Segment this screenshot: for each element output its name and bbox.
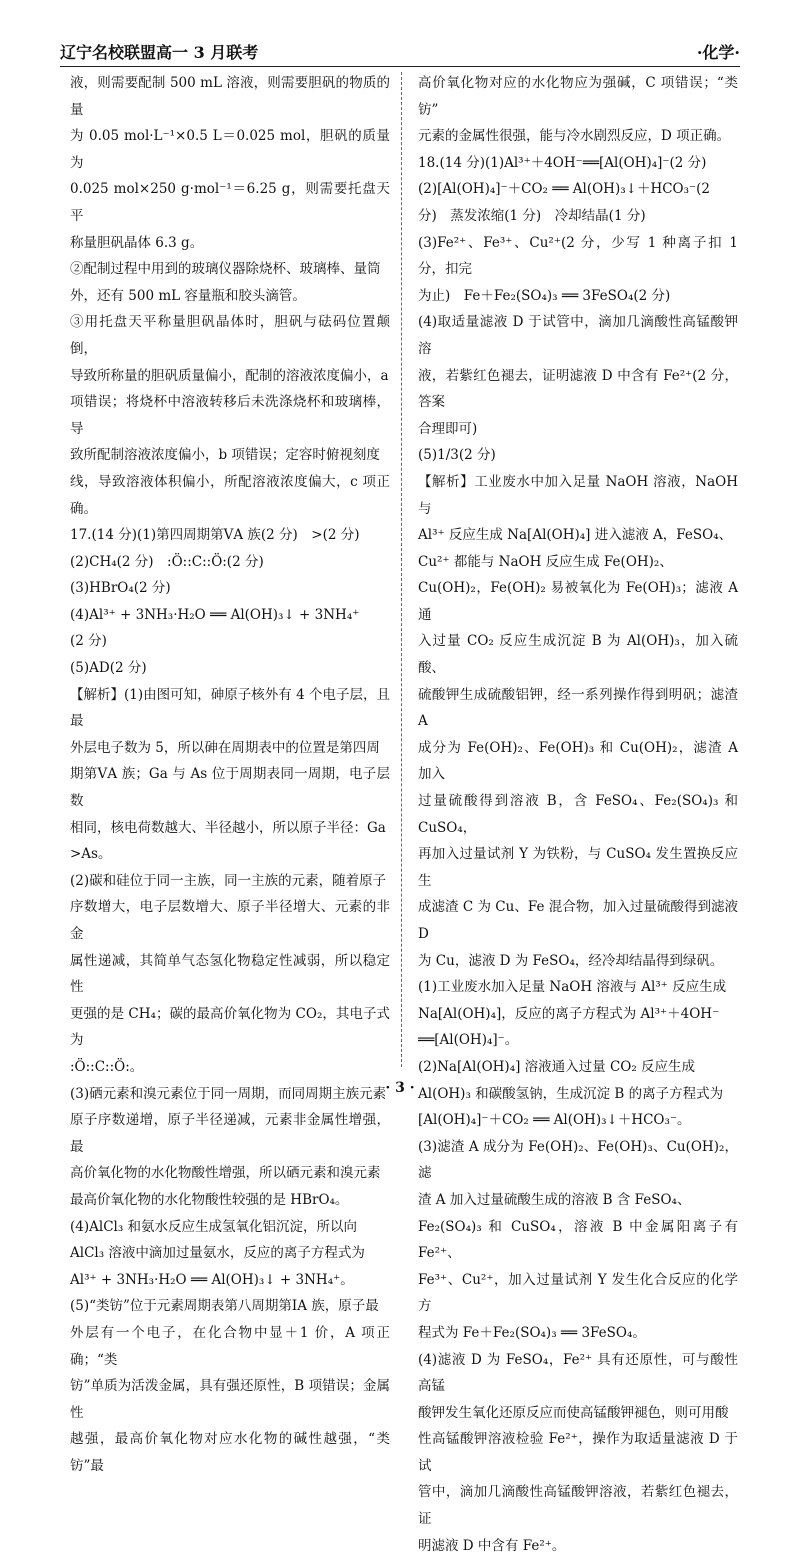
text-line: Cu²⁺ 都能与 NaOH 反应生成 Fe(OH)₂、 — [418, 553, 673, 570]
text-line: >As。 — [70, 846, 112, 863]
page-number: · 3 · — [385, 1080, 415, 1096]
text-line: (5)“类钫”位于元素周期表第八周期第ⅠA 族，原子最 — [70, 1298, 379, 1315]
page-header — [60, 36, 740, 67]
right-column — [418, 70, 738, 1559]
text-line: Cu(OH)₂，Fe(OH)₂ 易被氧化为 Fe(OH)₃；滤液 A 通 — [418, 580, 738, 623]
text-line: 管中，滴加几滴酸性高锰酸钾溶液，若紫红色褪去，证 — [418, 1484, 738, 1528]
text-line: 外，还有 500 mL 容量瓶和胶头滴管。 — [70, 287, 306, 304]
text-line: 高价氧化物的水化物酸性增强，所以硒元素和溴元素 — [70, 1165, 381, 1182]
text-line: 更强的是 CH₄；碳的最高价氧化物为 CO₂，其电子式为 — [70, 1005, 390, 1049]
text-line: 称量胆矾晶体 6.3 g。 — [70, 234, 204, 251]
text-line: 相同，核电荷数越大、半径越小，所以原子半径：Ga — [70, 819, 386, 836]
text-line: 性高锰酸钾溶液检验 Fe²⁺，操作为取适量滤液 D 于试 — [418, 1431, 738, 1474]
text-line: Al³⁺ 反应生成 Na[Al(OH)₄] 进入滤液 A，FeSO₄、 — [418, 527, 733, 544]
text-line: (4)滤液 D 为 FeSO₄，Fe²⁺ 具有还原性，可与酸性高锰 — [418, 1351, 738, 1395]
text-line: (2)碳和硅位于同一主族，同一主族的元素，随着原子 — [70, 872, 387, 889]
text-line: 渣 A 加入过量硫酸生成的溶液 B 含 FeSO₄、 — [418, 1191, 691, 1208]
text-line: (3)硒元素和溴元素位于同一周期，而同周期主族元素 — [70, 1085, 387, 1102]
text-line: 成滤渣 C 为 Cu、Fe 混合物，加入过量硫酸得到滤液 D — [418, 899, 738, 942]
question-17-heading: 17.(14 分)(1)第四周期第ⅤA 族(2 分) >(2 分) — [70, 527, 360, 544]
text-line: 外层电子数为 5，所以砷在周期表中的位置是第四周 — [70, 739, 380, 756]
text-line: 期第ⅤA 族；Ga 与 As 位于周期表同一周期，电子层数 — [70, 766, 390, 810]
text-line: 硫酸钾生成硫酸铝钾，经一系列操作得到明矾；滤渣 A — [418, 686, 738, 730]
column-divider — [401, 72, 402, 1067]
text-line: 入过量 CO₂ 反应生成沉淀 B 为 Al(OH)₃，加入硫酸、 — [418, 633, 738, 677]
text-line: (5)AD(2 分) — [70, 660, 147, 677]
text-line: 元素的金属性很强，能与冷水剧烈反应，D 项正确。 — [418, 128, 731, 145]
text-line: 为止) Fe＋Fe₂(SO₄)₃ ══ 3FeSO₄(2 分) — [418, 287, 671, 304]
left-column — [70, 70, 390, 1479]
text-line: AlCl₃ 溶液中滴加过量氨水，反应的离子方程式为 — [70, 1245, 365, 1262]
text-line: Al(OH)₃ 和碳酸氢钠，生成沉淀 B 的离子方程式为 — [418, 1085, 724, 1102]
text-line: 越强，最高价氧化物对应水化物的碱性越强，“类钫”最 — [70, 1431, 390, 1474]
text-line: Al³⁺ + 3NH₃·H₂O ══ Al(OH)₃↓ + 3NH₄⁺。 — [70, 1271, 354, 1288]
text-line: 致所配制溶液浓度偏小，b 项错误；定容时俯视刻度 — [70, 447, 380, 464]
text-line: 高价氧化物对应的水化物应为强碱，C 项错误；“类钫” — [418, 75, 738, 118]
text-line: 液，则需要配制 500 mL 溶液，则需要胆矾的物质的量 — [70, 75, 390, 118]
text-line: 原子序数递增，原子半径递减，元素非金属性增强，最 — [70, 1112, 390, 1155]
subject-label: ·化学· — [696, 43, 740, 62]
text-line: 0.025 mol×250 g·mol⁻¹＝6.25 g，则需要托盘天平 — [70, 181, 390, 224]
text-line: 分) 蒸发浓缩(1 分) 冷却结晶(1 分) — [418, 207, 646, 224]
text-line: 酸钾发生氧化还原反应而使高锰酸钾褪色，则可用酸 — [418, 1404, 729, 1421]
text-line: 项错误；将烧杯中溶液转移后未洗涤烧杯和玻璃棒，导 — [70, 394, 390, 437]
text-line: (4)AlCl₃ 和氨水反应生成氢氧化铝沉淀，所以向 — [70, 1218, 358, 1235]
text-line: (2 分) — [70, 633, 107, 650]
text-line: 导致所称量的胆矾质量偏小，配制的溶液浓度偏小，a — [70, 367, 389, 384]
text-line: (5)1/3(2 分) — [418, 447, 496, 464]
text-line: 外层有一个电子，在化合物中显＋1 价，A 项正确；“类 — [70, 1324, 390, 1368]
text-line: (4)取适量滤液 D 于试管中，滴加几滴酸性高锰酸钾溶 — [418, 314, 738, 357]
text-line: (4)Al³⁺ + 3NH₃·H₂O ══ Al(OH)₃↓ + 3NH₄⁺ — [70, 606, 360, 623]
text-line: 合理即可) — [418, 420, 478, 437]
question-18-heading: 18.(14 分)(1)Al³⁺＋4OH⁻══[Al(OH)₄]⁻(2 分) — [418, 154, 707, 171]
text-line: 再加入过量试剂 Y 为铁粉，与 CuSO₄ 发生置换反应生 — [418, 846, 738, 889]
text-line: Na[Al(OH)₄]，反应的离子方程式为 Al³⁺＋4OH⁻ — [418, 1005, 720, 1022]
text-line: Fe₂(SO₄)₃ 和 CuSO₄，溶液 B 中金属阳离子有 Fe²⁺、 — [418, 1218, 738, 1262]
text-line: 为 Cu，滤液 D 为 FeSO₄，经冷却结晶得到绿矾。 — [418, 952, 724, 969]
text-line: 钫”单质为活泼金属，具有强还原性，B 项错误；金属性 — [70, 1378, 390, 1421]
text-line: 最高价氧化物的水化物酸性较强的是 HBrO₄。 — [70, 1191, 349, 1208]
text-line: :Ö::C::Ö:。 — [70, 1058, 144, 1075]
text-line: 为 0.05 mol·L⁻¹×0.5 L＝0.025 mol，胆矾的质量为 — [70, 128, 390, 171]
analysis-heading: 【解析】工业废水中加入足量 NaOH 溶液，NaOH 与 — [418, 473, 738, 517]
text-line: (3)Fe²⁺、Fe³⁺、Cu²⁺(2 分，少写 1 种离子扣 1 分，扣完 — [418, 234, 738, 278]
text-line: (1)工业废水加入足量 NaOH 溶液与 Al³⁺ 反应生成 — [418, 979, 727, 996]
text-line: ②配制过程中用到的玻璃仪器除烧杯、玻璃棒、量筒 — [70, 261, 381, 278]
text-line: (2)Na[Al(OH)₄] 溶液通入过量 CO₂ 反应生成 — [418, 1058, 696, 1075]
text-line: (2)[Al(OH)₄]⁻＋CO₂ ══ Al(OH)₃↓＋HCO₃⁻(2 — [418, 181, 711, 198]
text-line: ③用托盘天平称量胆矾晶体时，胆矾与砝码位置颠倒， — [70, 314, 390, 357]
text-line: 明滤液 D 中含有 Fe²⁺。 — [418, 1537, 566, 1554]
text-line: 程式为 Fe＋Fe₂(SO₄)₃ ══ 3FeSO₄。 — [418, 1324, 646, 1341]
text-line: 线，导致溶液体积偏小，所配溶液浓度偏大，c 项正确。 — [70, 473, 390, 517]
text-line: 液，若紫红色褪去，证明滤液 D 中含有 Fe²⁺(2 分，答案 — [418, 367, 738, 411]
text-line: 属性递减，其简单气态氢化物稳定性减弱，所以稳定性 — [70, 952, 390, 996]
text-line: (2)CH₄(2 分) :Ö::C::Ö:(2 分) — [70, 553, 264, 570]
text-line: Fe³⁺、Cu²⁺，加入过量试剂 Y 发生化合反应的化学方 — [418, 1271, 738, 1315]
text-line: (3)HBrO₄(2 分) — [70, 580, 171, 597]
text-line: 过量硫酸得到溶液 B，含 FeSO₄、Fe₂(SO₄)₃ 和 CuSO₄， — [418, 793, 738, 836]
text-line: [Al(OH)₄]⁻＋CO₂ ══ Al(OH)₃↓＋HCO₃⁻。 — [418, 1112, 691, 1129]
analysis-heading: 【解析】(1)由图可知，砷原子核外有 4 个电子层，且最 — [70, 686, 390, 730]
text-line: ══[Al(OH)₄]⁻。 — [418, 1032, 519, 1049]
text-line: (3)滤渣 A 成分为 Fe(OH)₂、Fe(OH)₃、Cu(OH)₂，滤 — [418, 1138, 738, 1182]
exam-title: 辽宁名校联盟高一 3 月联考 — [60, 43, 259, 62]
text-line: 成分为 Fe(OH)₂、Fe(OH)₃ 和 Cu(OH)₂，滤渣 A 加入 — [418, 739, 738, 783]
text-line: 序数增大，电子层数增大、原子半径增大、元素的非金 — [70, 899, 390, 942]
